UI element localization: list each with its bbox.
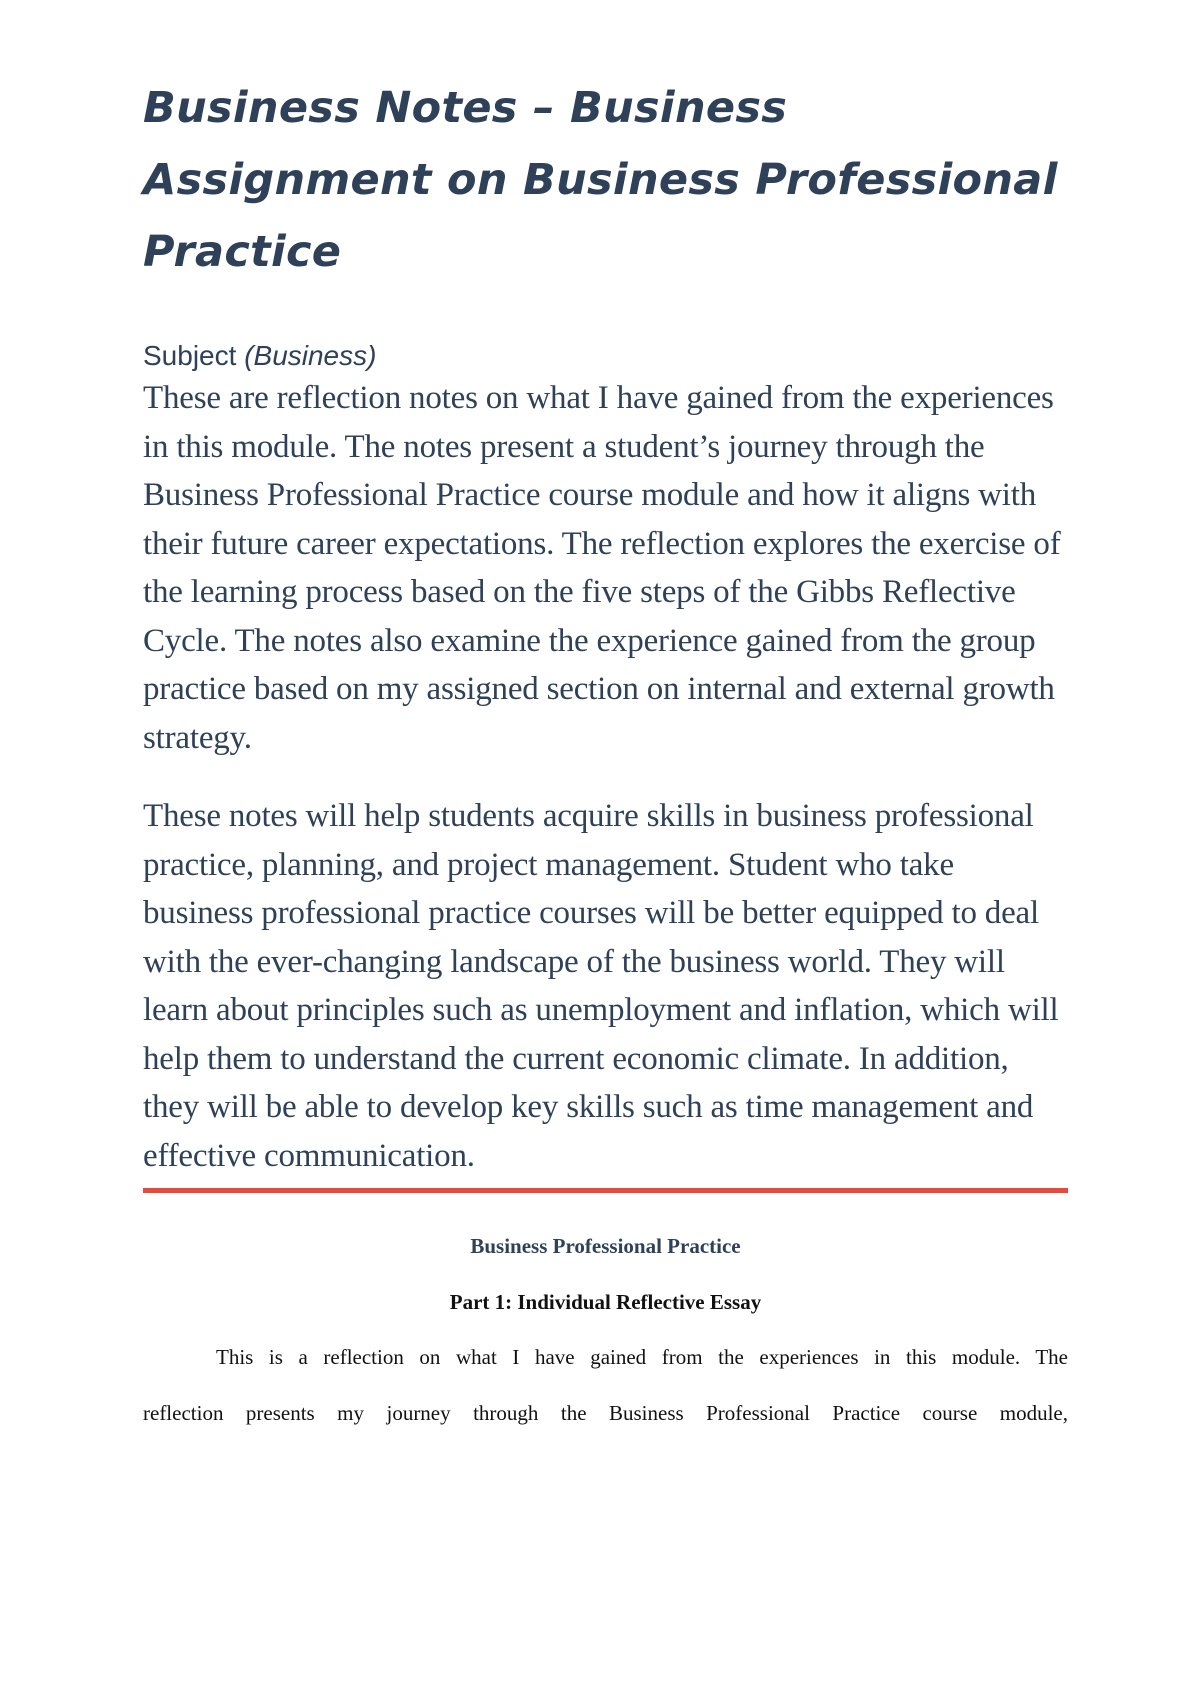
subject-line — [143, 340, 1068, 372]
essay-line-2: reflection presents my journey through the Business Professional Practice course module, — [143, 1401, 1068, 1425]
summary-paragraph-2: These notes will help students acquire skills in business professional practice, planning, and project management. Student who take business professional practice courses will be better equipped to deal with the ever-changing landscape of the business world. They will learn about principles such as unemployment and inflation, which will help them to understand the current economic climate. In addition, they will be able to develop key skills such as time management and effective communication. — [143, 798, 1059, 1174]
document-title: Business Notes – Business Assignment on Business Professional Practice — [143, 83, 1058, 277]
essay-subheading: Part 1: Individual Reflective Essay — [449, 1290, 762, 1314]
document-content — [143, 72, 1068, 1441]
section-divider — [143, 1188, 1068, 1193]
essay-heading: Business Professional Practice — [470, 1234, 741, 1258]
essay-line-1: This is a reflection on what I have gained from the experiences in this module. The — [216, 1345, 1068, 1369]
subject-label: Subject — [143, 340, 237, 371]
subject-value: (Business) — [244, 340, 377, 371]
summary-paragraph-1: These are reflection notes on what I have gained from the experiences in this module. The notes present a student’s journey through the Business Professional Practice course module and how it aligns with their future career expectations. The reflection explores the exercise of the learning process based on the five steps of the Gibbs Reflective Cycle. The notes also examine the experience gained from the group practice based on my assigned section on internal and external growth strategy. — [143, 380, 1061, 756]
